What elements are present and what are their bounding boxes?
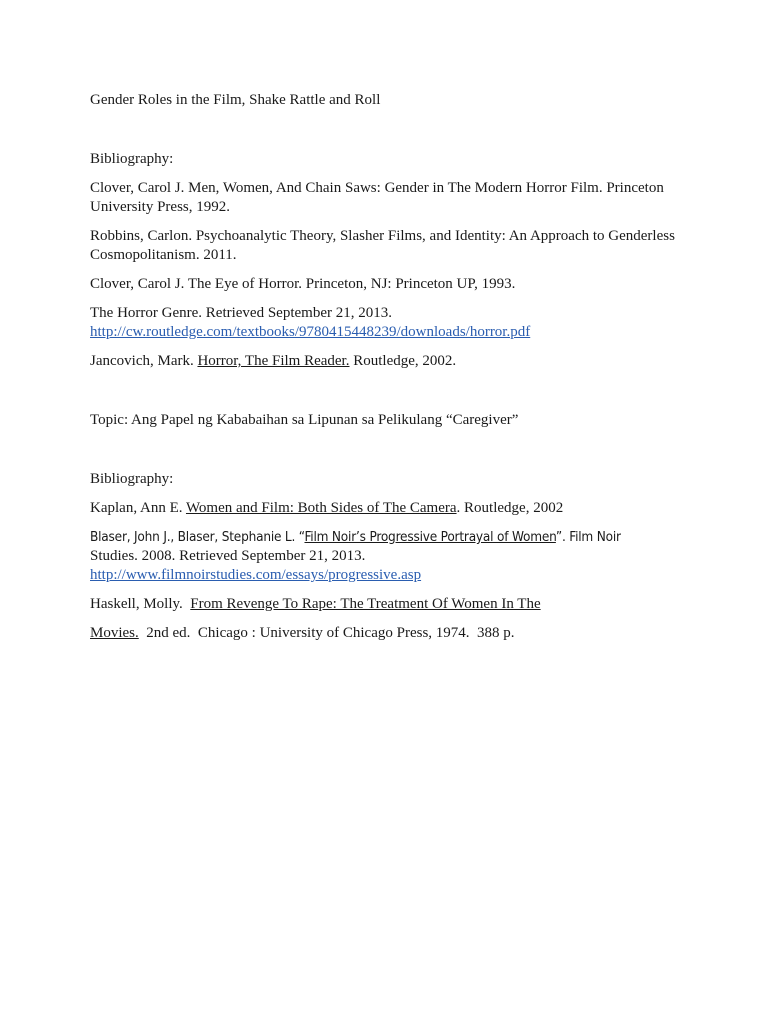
bib-entry-blaser xyxy=(90,528,690,585)
haskell-title-line1: From Revenge To Rape: The Treatment Of Women In The xyxy=(190,596,541,612)
bibliography-heading-1: Bibliography: xyxy=(90,151,174,167)
blaser-title: Film Noir’s Progressive Portrayal of Women xyxy=(304,529,556,545)
blaser-link[interactable]: http://www.filmnoirstudies.com/essays/progressive.asp xyxy=(90,567,422,583)
haskell-rest: 2nd ed. Chicago : University of Chicago Press, 1974. 388 p. xyxy=(138,625,515,641)
kaplan-rest: . Routledge, 2002 xyxy=(456,500,564,516)
bib-entry-kaplan xyxy=(90,499,690,518)
bib-entry-haskell-line1 xyxy=(90,595,690,614)
jancovich-author: Jancovich, Mark. xyxy=(90,353,198,369)
blaser-rest1: ”. Film Noir xyxy=(555,529,621,545)
haskell-author: Haskell, Molly. xyxy=(90,596,191,612)
kaplan-author: Kaplan, Ann E. xyxy=(90,500,186,516)
horror-genre-text: The Horror Genre. Retrieved September 21, 2013. xyxy=(90,305,392,321)
bib-entry-robbins: Robbins, Carlon. Psychoanalytic Theory, Slasher Films, and Identity: An Approach to Genderless Cosmopolitanism. 2011. xyxy=(90,228,675,263)
bib-entry-haskell-line2 xyxy=(90,624,690,643)
bib-entry-jancovich xyxy=(90,352,690,371)
blaser-author: Blaser, John J., Blaser, Stephanie L. “ xyxy=(90,529,305,545)
bibliography-heading-2: Bibliography: xyxy=(90,471,174,487)
horror-genre-link[interactable]: http://cw.routledge.com/textbooks/9780415448239/downloads/horror.pdf xyxy=(90,324,531,340)
document-page xyxy=(90,91,690,653)
bib-entry-horror-genre xyxy=(90,304,690,342)
document-title: Gender Roles in the Film, Shake Rattle and Roll xyxy=(90,92,381,108)
bib-entry-clover-chainsaws: Clover, Carol J. Men, Women, And Chain Saws: Gender in The Modern Horror Film. Princeton University Press, 1992. xyxy=(90,180,664,215)
jancovich-title: Horror, The Film Reader. xyxy=(197,353,350,369)
bib-entry-clover-eye: Clover, Carol J. The Eye of Horror. Princeton, NJ: Princeton UP, 1993. xyxy=(90,276,516,292)
topic-line: Topic: Ang Papel ng Kababaihan sa Lipunan sa Pelikulang “Caregiver” xyxy=(90,412,519,428)
kaplan-title: Women and Film: Both Sides of The Camera xyxy=(185,500,457,516)
blaser-rest2: Studies. 2008. Retrieved September 21, 2013. xyxy=(90,548,366,564)
jancovich-rest: Routledge, 2002. xyxy=(349,353,457,369)
haskell-title-line2: Movies. xyxy=(90,625,139,641)
